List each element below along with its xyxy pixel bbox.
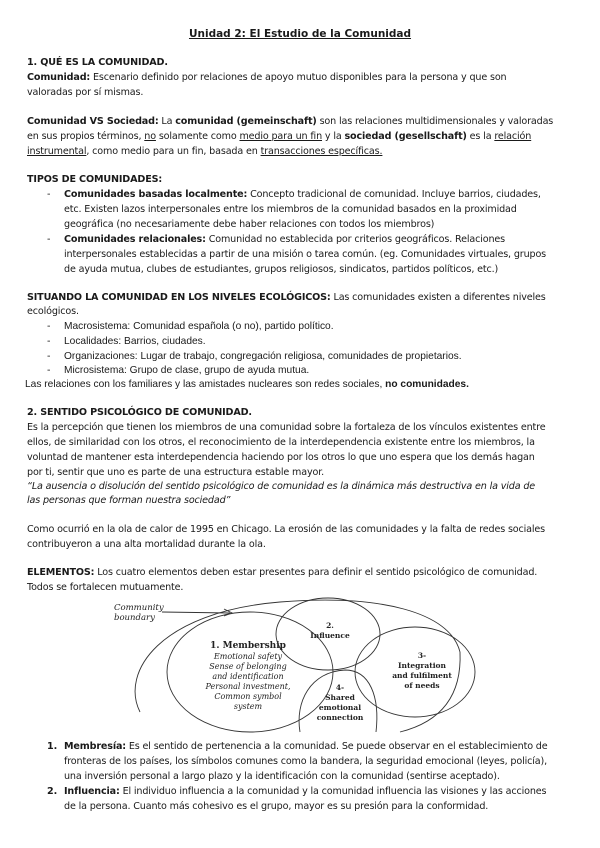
list-number: 2. — [47, 786, 58, 797]
influence-number: 2. — [326, 621, 334, 630]
instrumental-underlined: instrumental — [27, 146, 87, 157]
membership-line: Emotional safety — [213, 652, 283, 661]
list-number: 1. — [47, 741, 58, 752]
bullet-dash: - — [47, 189, 51, 200]
chicago-line: Como ocurrió en la ola de calor de 1995 en Chicago. La erosión de las comunidades y la falta de redes sociales — [27, 524, 546, 535]
boundary-label-2: boundary — [114, 613, 155, 623]
integration-label: Integration — [397, 661, 447, 670]
influencia-text: El individuo influencia a la comunidad y la comunidad influencia las visiones y las acciones — [119, 786, 547, 797]
nivel-item-microsistema: Microsistema: Grupo de clase, grupo de ayuda mutua. — [64, 365, 310, 376]
integration-label: of needs — [404, 681, 440, 690]
document-title: Unidad 2: El Estudio de la Comunidad — [188, 28, 412, 40]
membership-line: system — [233, 702, 263, 711]
diagram-svg — [100, 592, 500, 738]
niveles-heading: SITUANDO LA COMUNIDAD EN LOS NIVELES ECOLÓGICOS: — [27, 292, 331, 303]
section2-paragraph-line: por ti, sentir que uno es parte de una estructura estable mayor. — [27, 467, 325, 478]
boundary-label-1: Community — [114, 603, 164, 613]
vs-text: , como medio para un fin, basada en — [86, 146, 261, 157]
vs-line1 — [27, 115, 553, 129]
comunidad-definition-line2: valoradas por sí mismas. — [27, 87, 144, 98]
elementos-text: Los cuatro elementos deben estar presentes para definir el sentido psicológico de comunidad. — [94, 567, 538, 578]
niveles-closing-text: Las relaciones con los familiares y las amistades nucleares son redes sociales, — [25, 379, 386, 390]
tipos-item-2-label: Comunidades relacionales: — [64, 234, 206, 245]
integration-number: 3- — [417, 651, 427, 660]
niveles-line2: ecológicos. — [27, 306, 79, 317]
membresia-line2: fronteras de los países, los símbolos comunes como la bandera, la seguridad emocional (leyes, policía), — [64, 756, 547, 767]
comunidad-term: comunidad (gemeinschaft) — [175, 116, 317, 127]
tipos-item-1-line2: etc. Existen lazos interpersonales entre los miembros de la comunidad basados en la proximidad — [64, 204, 517, 215]
sense-of-community-diagram — [100, 592, 500, 738]
vs-text: La — [158, 116, 176, 127]
vs-label: Comunidad VS Sociedad: — [27, 116, 159, 127]
bullet-dash: - — [47, 234, 51, 245]
membership-line: Common symbol — [214, 692, 282, 701]
community-boundary-shape — [135, 600, 460, 712]
quote-line: las personas que forman nuestra sociedad” — [27, 495, 231, 506]
elementos-line1 — [27, 566, 537, 580]
influencia-line2: de la persona. Cuanto más cohesivo es el grupo, mayor es su presión para la conformidad. — [64, 801, 489, 812]
niveles-intro: Las comunidades existen a diferentes niveles — [330, 292, 546, 303]
no-underlined: no — [144, 131, 156, 142]
influencia-label: Influencia: — [64, 786, 120, 797]
niveles-line1 — [27, 291, 546, 305]
tipos-heading: TIPOS DE COMUNIDADES: — [27, 174, 163, 185]
section2-paragraph-line: voluntad de mantener esta interdependencia haciendo por los otros lo que uno espera que los demás hagan — [27, 452, 535, 463]
membership-line: and identification — [212, 672, 284, 681]
tipos-item-1-label: Comunidades basadas localmente: — [64, 189, 248, 200]
section1-heading: 1. QUÉ ES LA COMUNIDAD. — [27, 57, 168, 68]
membresia-label: Membresía: — [64, 741, 126, 752]
comunidad-label: Comunidad: — [27, 72, 91, 83]
tipos-item-2-line3: de ayuda mutua, clubes de estudiantes, grupos religiosos, sindicatos, partidos políticos, etc.) — [64, 264, 499, 275]
tipos-item-text: Concepto tradicional de comunidad. Incluye barrios, ciudades, — [247, 189, 541, 200]
shared-label: emotional — [318, 703, 362, 712]
vs-text: solamente como — [155, 131, 240, 142]
transacciones-underlined: transacciones específicas. — [260, 146, 383, 157]
elementos-label: ELEMENTOS: — [27, 567, 95, 578]
vs-line2 — [27, 130, 531, 144]
tipos-item-1-line1 — [64, 188, 541, 202]
vs-text: en sus propios términos, — [27, 131, 145, 142]
nivel-item-localidades: Localidades: Barrios, ciudades. — [64, 336, 206, 347]
section2-paragraph-line: Es la percepción que tienen los miembros de una comunidad sobre la fortaleza de los vínculos existentes entre — [27, 422, 546, 433]
membership-title: 1. Membership — [210, 641, 286, 651]
nivel-item-macrosistema: Macrosistema: Comunidad española (o no), partido político. — [64, 321, 334, 332]
sociedad-term: sociedad (gesellschaft) — [344, 131, 467, 142]
bullet-dash: - — [47, 321, 51, 332]
niveles-closing — [25, 378, 469, 392]
quote-line: “La ausencia o disolución del sentido psicológico de comunidad es la dinámica más destructiva en la vida de — [27, 481, 536, 492]
influence-label: Influence — [310, 631, 350, 640]
membresia-line1 — [64, 740, 548, 754]
influencia-line1 — [64, 785, 546, 799]
tipos-item-text: Comunidad no establecida por criterios geográficos. Relaciones — [205, 234, 505, 245]
section2-paragraph-line: ellos, de similaridad con los otros, el reconocimiento de la interdependencia existente entre los miembros, la — [27, 437, 535, 448]
vs-line3 — [27, 145, 382, 159]
membership-line: Personal investment, — [205, 682, 291, 691]
vs-text: son las relaciones multidimensionales y valoradas — [316, 116, 554, 127]
no-comunidades: no comunidades. — [385, 379, 469, 390]
tipos-item-2-line1 — [64, 233, 505, 247]
membresia-line3: una inversión personal a largo plazo y la identificación con la comunidad (sentirse aceptado). — [64, 771, 500, 782]
chicago-line: contribuyeron a una alta mortalidad durante la ola. — [27, 539, 266, 550]
nivel-item-organizaciones: Organizaciones: Lugar de trabajo, congregación religiosa, comunidades de propietarios. — [64, 351, 462, 362]
shared-number: 4- — [335, 683, 345, 692]
tipos-item-1-line3: geográfica (no necesariamente debe haber relaciones con todos los miembros) — [64, 219, 435, 230]
shared-label: Shared — [325, 693, 355, 702]
tipos-item-2-line2: interpersonales establecidas a partir de una misión o tarea común. (eg. Comunidades virtuales, grupos — [64, 249, 547, 260]
integration-label: and fulfilment — [392, 671, 452, 680]
bullet-dash: - — [47, 351, 51, 362]
shared-label: connection — [316, 713, 364, 722]
section2-heading: 2. SENTIDO PSICOLÓGICO DE COMUNIDAD. — [27, 407, 252, 418]
membresia-text: Es el sentido de pertenencia a la comunidad. Se puede observar en el establecimiento de — [125, 741, 548, 752]
comunidad-definition-line1 — [27, 71, 507, 85]
membership-line: Sense of belonging — [209, 662, 287, 671]
relacion-underlined: relación — [494, 131, 532, 142]
bullet-dash: - — [47, 365, 51, 376]
elementos-line2: Todos se fortalecen mutuamente. — [27, 582, 184, 593]
comunidad-def-text: Escenario definido por relaciones de apoyo mutuo disponibles para la persona y que son — [90, 72, 507, 83]
vs-text: y la — [322, 131, 345, 142]
vs-text: es la — [466, 131, 495, 142]
bullet-dash: - — [47, 336, 51, 347]
medio-underlined: medio para un fin — [239, 131, 323, 142]
